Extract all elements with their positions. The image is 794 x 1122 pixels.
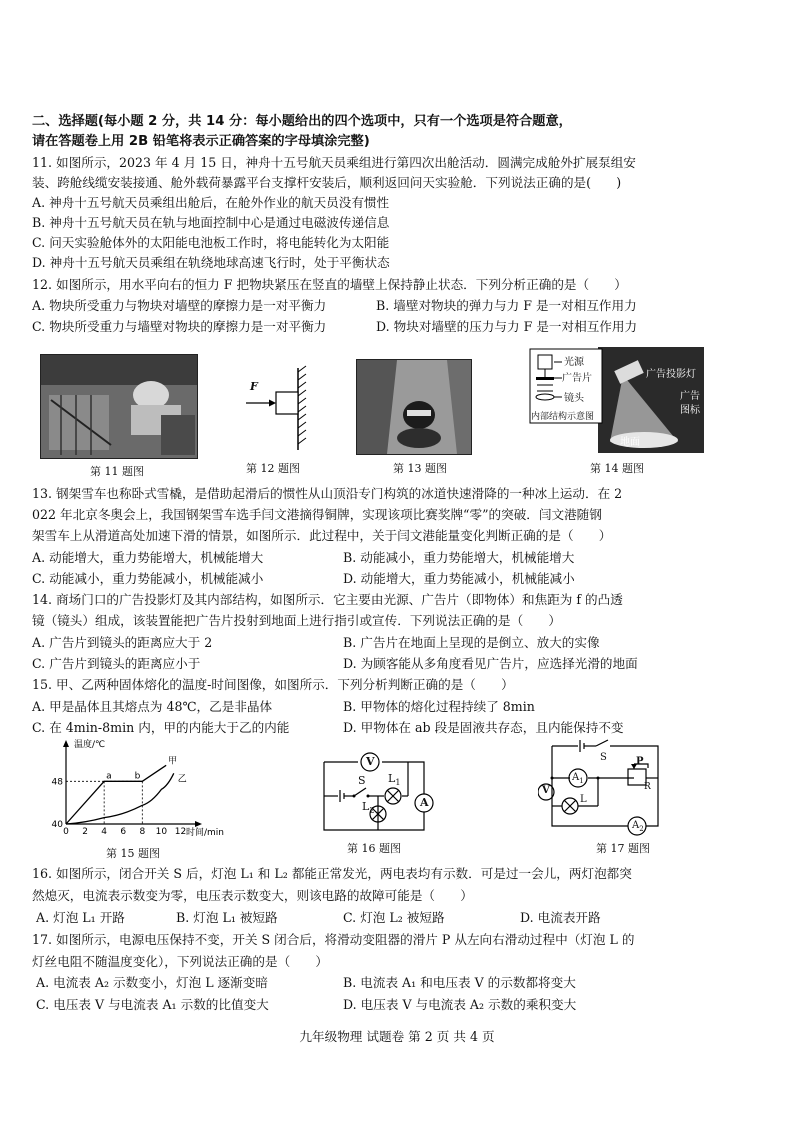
x-tick-label: 8 bbox=[139, 827, 146, 837]
x-axis-label: 时间/min bbox=[186, 828, 225, 838]
fig17-ammeter1-letter: A bbox=[572, 772, 580, 783]
fig16-voltmeter-label: V bbox=[366, 755, 375, 768]
x-tick-label: 2 bbox=[82, 827, 88, 837]
q11-option-b: B. 神舟十五号航天员在轨与地面控制中心是通过电磁波传递信息 bbox=[32, 215, 390, 230]
fig14-logo-label2: 图标 bbox=[680, 405, 700, 416]
fig17-rheostat-label: R bbox=[644, 782, 651, 792]
fig14-ground-label: 地面 bbox=[620, 437, 640, 448]
fig13-skeleton-image bbox=[357, 360, 471, 454]
fig16-lamp1-label bbox=[388, 772, 400, 787]
q13-option-d: D. 动能增大，重力势能减小，机械能减小 bbox=[343, 571, 575, 586]
q12-stem: 12. 如图所示，用水平向右的恒力 F 把物块紧压在竖直的墙壁上保持静止状态．下列分析正确的是（ ） bbox=[32, 277, 627, 292]
x-tick-label: 10 bbox=[155, 827, 168, 837]
q14-option-d: D. 为顾客能从多角度看见广告片，应选择光滑的地面 bbox=[343, 656, 638, 671]
point-label-b: b bbox=[134, 771, 141, 782]
q14-option-c: C. 广告片到镜头的距离应小于 bbox=[32, 656, 201, 671]
fig13-photo bbox=[356, 359, 472, 455]
q11-option-d: D. 神舟十五号航天员乘组在轨绕地球高速飞行时，处于平衡状态 bbox=[32, 255, 390, 270]
x-tick-label: 4 bbox=[101, 827, 108, 837]
fig11-caption: 第 11 题图 bbox=[90, 465, 144, 478]
q16-option-a: A. 灯泡 L₁ 开路 bbox=[36, 910, 125, 925]
series-jia-label: 甲 bbox=[168, 756, 178, 767]
q15-option-c: C. 在 4min-8min 内，甲的内能大于乙的内能 bbox=[32, 720, 290, 735]
q14-option-b: B. 广告片在地面上呈现的是倒立、放大的实像 bbox=[343, 635, 600, 650]
q13-option-a: A. 动能增大，重力势能增大，机械能增大 bbox=[32, 550, 264, 565]
fig12-caption: 第 12 题图 bbox=[246, 462, 300, 475]
q17-option-d: D. 电压表 V 与电流表 A₂ 示数的乘积变大 bbox=[343, 997, 577, 1012]
fig14-light-label: 光源 bbox=[564, 357, 584, 368]
q13-option-b: B. 动能减小，重力势能增大，机械能增大 bbox=[343, 550, 575, 565]
fig14-logo-label1: 广告 bbox=[680, 391, 700, 402]
fig12-diagram bbox=[238, 364, 318, 457]
q15-option-b: B. 甲物体的熔化过程持续了 8min bbox=[343, 699, 535, 714]
fig17-ammeter2-label bbox=[632, 820, 644, 833]
fig17-voltmeter-label: V bbox=[542, 785, 550, 796]
q16-option-c: C. 灯泡 L₂ 被短路 bbox=[343, 910, 445, 925]
fig12-force-label: F bbox=[250, 380, 258, 393]
fig16-circuit-svg bbox=[318, 742, 436, 838]
fig11-photo bbox=[40, 354, 198, 459]
fig17-lamp-label: L bbox=[580, 794, 587, 805]
q17-option-c: C. 电压表 V 与电流表 A₁ 示数的比值变大 bbox=[36, 997, 269, 1012]
q12-option-d: D. 物块对墙壁的压力与力 F 是一对相互作用力 bbox=[376, 319, 638, 334]
q13-stem-line3: 架雪车上从滑道高处加速下滑的情景，如图所示．此过程中，关于闫文港能量变化判断正确的是（ ） bbox=[32, 528, 612, 543]
q16-option-d: D. 电流表开路 bbox=[520, 910, 601, 925]
q13-option-c: C. 动能减小，重力势能减小，机械能减小 bbox=[32, 571, 264, 586]
fig15-chart-svg bbox=[40, 738, 230, 838]
fig14-lens-label: 镜头 bbox=[564, 393, 584, 404]
point-label-a: a bbox=[106, 771, 112, 782]
q17-stem-line2: 灯丝电阻不随温度变化），下列说法正确的是（ ） bbox=[32, 954, 328, 969]
fig16-lamp2-sub: 2 bbox=[369, 806, 375, 816]
fig14-caption: 第 14 题图 bbox=[590, 462, 644, 475]
q17-stem-line1: 17. 如图所示，电源电压保持不变，开关 S 闭合后，将滑动变阻器的滑片 P 从左向右滑动过程中（灯泡 L 的 bbox=[32, 932, 635, 947]
fig16-switch-label: S bbox=[358, 774, 366, 787]
q16-stem-line2: 然熄灭，电流表示数变为零，电压表示数变大，则该电路的故障可能是（ ） bbox=[32, 888, 473, 903]
x-tick-label: 6 bbox=[120, 827, 127, 837]
q14-option-a: A. 广告片到镜头的距离应大于 2 bbox=[32, 635, 213, 650]
fig16-caption: 第 16 题图 bbox=[347, 842, 401, 855]
section-title-line2: 请在答题卷上用 2B 铅笔将表示正确答案的字母填涂完整) bbox=[32, 134, 370, 149]
fig15-chart bbox=[40, 738, 230, 838]
fig17-caption: 第 17 题图 bbox=[596, 842, 650, 855]
fig16-lamp1-letter: L bbox=[388, 772, 396, 785]
fig16-lamp2-letter: L bbox=[362, 800, 370, 813]
fig16-lamp1-sub: 1 bbox=[395, 778, 401, 788]
fig17-ammeter1-label bbox=[572, 772, 584, 785]
series-yi-label: 乙 bbox=[177, 774, 187, 785]
y-axis-label: 温度/℃ bbox=[74, 740, 106, 750]
q15-stem: 15. 甲、乙两种固体熔化的温度-时间图像，如图所示．下列分析判断正确的是（ ） bbox=[32, 677, 514, 692]
q12-option-a: A. 物块所受重力与物块对墙壁的摩擦力是一对平衡力 bbox=[32, 298, 327, 313]
x-axis-arrow bbox=[195, 821, 202, 827]
q11-stem-line1: 11. 如图所示，2023 年 4 月 15 日，神舟十五号航天员乘组进行第四次出舱活动．圆满完成舱外扩展泵组安 bbox=[32, 155, 636, 170]
fig16-ammeter-label: A bbox=[420, 796, 429, 809]
y-tick-label: 40 bbox=[51, 820, 63, 830]
q11-stem-line2: 装、跨舱线缆安装接通、舱外载荷暴露平台支撑杆安装后，顺利返回问天实验舱．下列说法正确的是( ) bbox=[32, 175, 622, 190]
y-axis-arrow bbox=[63, 740, 69, 747]
fig17-ammeter2-sub: 2 bbox=[639, 825, 644, 833]
q13-stem-line1: 13. 钢架雪车也称卧式雪橇，是借助起滑后的惯性从山顶沿专门构筑的冰道快速滑降的一种冰上运动．在 2 bbox=[32, 486, 623, 501]
y-tick-label: 48 bbox=[51, 777, 63, 788]
fig16-circuit bbox=[318, 742, 436, 838]
fig17-circuit bbox=[538, 738, 668, 838]
fig17-ammeter1-sub: 1 bbox=[579, 777, 584, 785]
q16-option-b: B. 灯泡 L₁ 被短路 bbox=[176, 910, 278, 925]
fig17-switch-label: S bbox=[600, 752, 607, 763]
q11-option-c: C. 问天实验舱体外的太阳能电池板工作时，将电能转化为太阳能 bbox=[32, 235, 390, 250]
fig17-ammeter2-letter: A bbox=[632, 820, 640, 831]
fig13-caption: 第 13 题图 bbox=[393, 462, 447, 475]
q15-option-d: D. 甲物体在 ab 段是固液共存态，且内能保持不变 bbox=[343, 720, 624, 735]
x-tick-label: 0 bbox=[63, 827, 69, 837]
fig17-slider-label: P bbox=[636, 756, 644, 767]
q12-option-c: C. 物块所受重力与墙壁对物块的摩擦力是一对平衡力 bbox=[32, 319, 327, 334]
fig12-force-diagram bbox=[238, 364, 318, 454]
fig14-projector-image bbox=[528, 347, 704, 453]
fig14-inner-label: 内部结构示意图 bbox=[531, 412, 595, 422]
page-footer: 九年级物理 试题卷 第 2 页 共 4 页 bbox=[299, 1029, 495, 1044]
q11-option-a: A. 神舟十五号航天员乘组出舱后，在舱外作业的航天员没有惯性 bbox=[32, 195, 390, 210]
fig11-spacewalk-image bbox=[41, 355, 197, 458]
fig14-slide-label: 广告片 bbox=[562, 373, 592, 384]
fig14-lamp-label: 广告投影灯 bbox=[646, 369, 696, 380]
q13-stem-line2: 022 年北京冬奥会上，我国钢架雪车选手闫文港摘得铜牌，实现该项比赛奖牌“零”的突破．闫文港随钢 bbox=[32, 507, 602, 522]
fig14-figure bbox=[528, 347, 704, 453]
fig15-caption: 第 15 题图 bbox=[106, 847, 160, 860]
q17-option-b: B. 电流表 A₁ 和电压表 V 的示数都将变大 bbox=[343, 975, 576, 990]
q14-stem-line1: 14. 商场门口的广告投影灯及其内部结构，如图所示．它主要由光源、广告片（即物体）和焦距为 f 的凸透 bbox=[32, 592, 623, 607]
q14-stem-line2: 镜（镜头）组成，该装置能把广告片投射到地面上进行指引或宣传．下列说法正确的是（ ） bbox=[32, 613, 561, 628]
q17-option-a: A. 电流表 A₂ 示数变小，灯泡 L 逐渐变暗 bbox=[36, 975, 268, 990]
q12-option-b: B. 墙壁对物块的弹力与力 F 是一对相互作用力 bbox=[376, 298, 637, 313]
q15-option-a: A. 甲是晶体且其熔点为 48℃，乙是非晶体 bbox=[32, 699, 273, 714]
x-tick-label: 12 bbox=[174, 827, 187, 837]
section-title-line1: 二、选择题(每小题 2 分，共 14 分：每小题给出的四个选项中，只有一个选项是符合题意， bbox=[32, 114, 572, 129]
fig16-lamp2-label bbox=[362, 800, 374, 815]
q16-stem-line1: 16. 如图所示，闭合开关 S 后，灯泡 L₁ 和 L₂ 都能正常发光，两电表均有示数．可是过一会儿，两灯泡都突 bbox=[32, 866, 632, 881]
